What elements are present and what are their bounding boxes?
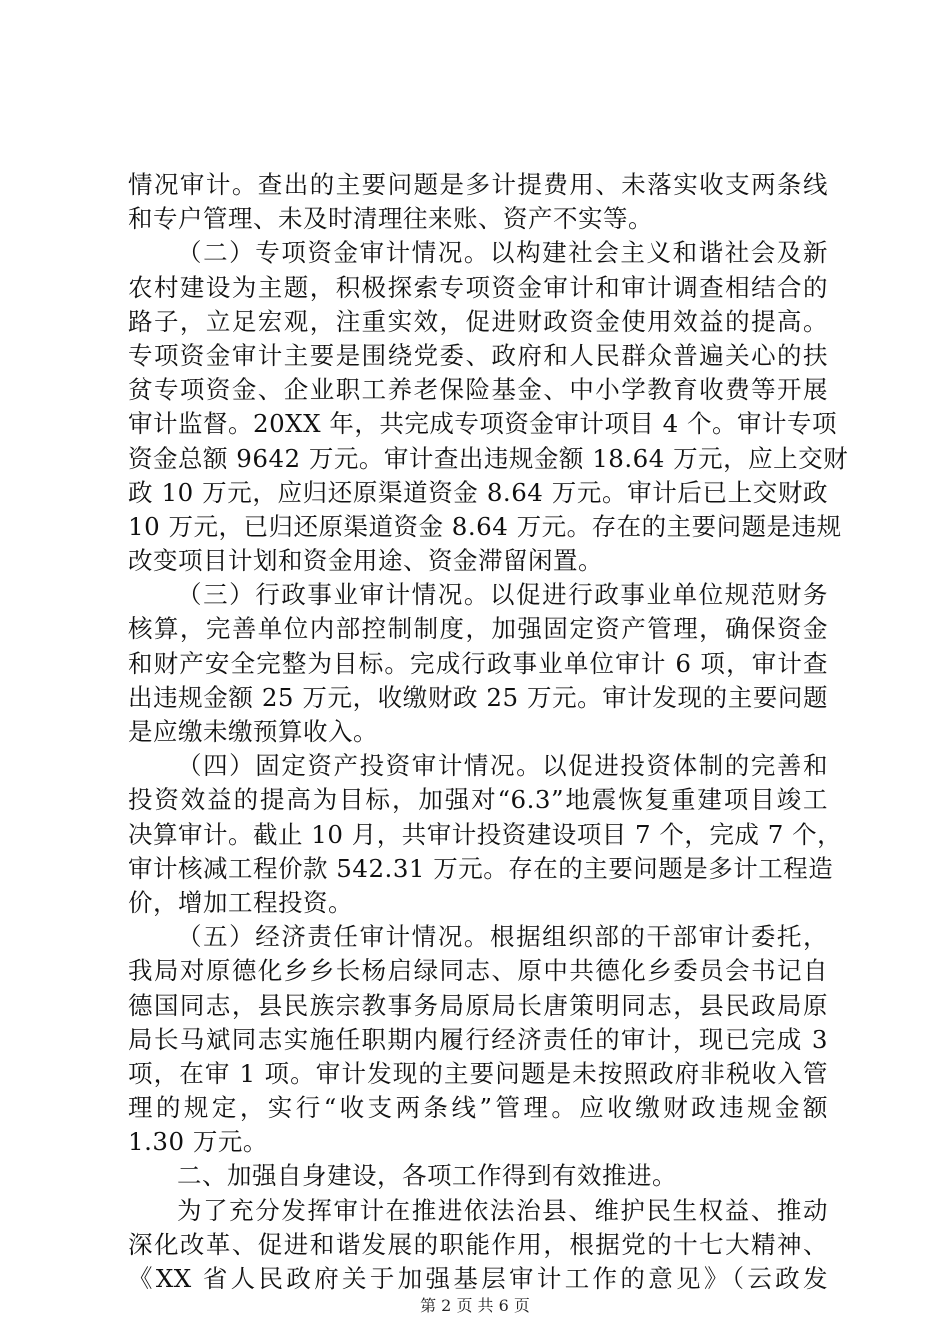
text-line: 理的规定，实行“收支两条线”管理。应收缴财政违规金额 bbox=[128, 1093, 828, 1123]
text-line: 10 万元，已归还原渠道资金 8.64 万元。存在的主要问题是违规 bbox=[128, 511, 842, 541]
text-line: 价，增加工程投资。 bbox=[128, 887, 353, 917]
section-heading-line: 二、加强自身建设，各项工作得到有效推进。 bbox=[177, 1161, 677, 1191]
text-line: 1.30 万元。 bbox=[128, 1127, 268, 1157]
text-line: 审计监督。20XX 年，共完成专项资金审计项目 4 个。审计专项 bbox=[128, 409, 838, 439]
text-line: 局长马斌同志实施任职期内履行经济责任的审计，现已完成 3 bbox=[128, 1024, 828, 1054]
text-line: 德国同志，县民族宗教事务局原局长唐策明同志，县民政局原 bbox=[128, 990, 828, 1020]
section-heading-line: （四）固定资产投资审计情况。以促进投资体制的完善和 bbox=[177, 751, 828, 781]
text-line: 情况审计。查出的主要问题是多计提费用、未落实收支两条线 bbox=[128, 170, 828, 199]
text-line: 和专户管理、未及时清理往来账、资产不实等。 bbox=[128, 204, 653, 234]
text-line: 改变项目计划和资金用途、资金滞留闲置。 bbox=[128, 546, 603, 576]
text-line: 和财产安全完整为目标。完成行政事业单位审计 6 项，审计查 bbox=[128, 648, 828, 678]
text-line: 项，在审 1 项。审计发现的主要问题是未按照政府非税收入管 bbox=[128, 1058, 828, 1088]
text-line: 专项资金审计主要是围绕党委、政府和人民群众普遍关心的扶 bbox=[128, 340, 828, 370]
section-heading-line: （五）经济责任审计情况。根据组织部的干部审计委托， bbox=[177, 922, 828, 952]
text-line: 为了充分发挥审计在推进依法治县、维护民生权益、推动 bbox=[177, 1195, 828, 1225]
text-line: 《XX 省人民政府关于加强基层审计工作的意见》（云政发 bbox=[128, 1264, 828, 1293]
text-line: 是应缴未缴预算收入。 bbox=[128, 717, 378, 746]
text-line: 投资效益的提高为目标，加强对“6.3”地震恢复重建项目竣工 bbox=[128, 785, 828, 815]
text-line: 深化改革、促进和谐发展的职能作用，根据党的十七大精神、 bbox=[128, 1229, 828, 1259]
document-body bbox=[128, 168, 849, 1296]
page-number-label: 第 2 页 共 6 页 bbox=[420, 1296, 530, 1315]
section-heading-line: （三）行政事业审计情况。以促进行政事业单位规范财务 bbox=[177, 580, 828, 610]
text-line: 出违规金额 25 万元，收缴财政 25 万元。审计发现的主要问题 bbox=[128, 682, 828, 712]
page-footer bbox=[0, 1296, 950, 1316]
text-line: 我局对原德化乡乡长杨启绿同志、原中共德化乡委员会书记自 bbox=[128, 956, 828, 986]
text-line: 决算审计。截止 10 月，共审计投资建设项目 7 个，完成 7 个， bbox=[128, 819, 843, 849]
text-line: 核算，完善单位内部控制制度，加强固定资产管理，确保资金 bbox=[128, 614, 828, 644]
text-line: 农村建设为主题，积极探索专项资金审计和审计调查相结合的 bbox=[128, 272, 828, 302]
text-line: 政 10 万元，应归还原渠道资金 8.64 万元。审计后已上交财政 bbox=[128, 477, 828, 507]
text-line: 资金总额 9642 万元。审计查出违规金额 18.64 万元，应上交财 bbox=[128, 443, 849, 473]
text-line: 路子，立足宏观，注重实效，促进财政资金使用效益的提高。 bbox=[128, 306, 828, 336]
text-line: 审计核减工程价款 542.31 万元。存在的主要问题是多计工程造 bbox=[128, 853, 834, 883]
section-heading-line: （二）专项资金审计情况。以构建社会主义和谐社会及新 bbox=[177, 238, 828, 268]
text-line: 贫专项资金、企业职工养老保险基金、中小学教育收费等开展 bbox=[128, 375, 828, 405]
